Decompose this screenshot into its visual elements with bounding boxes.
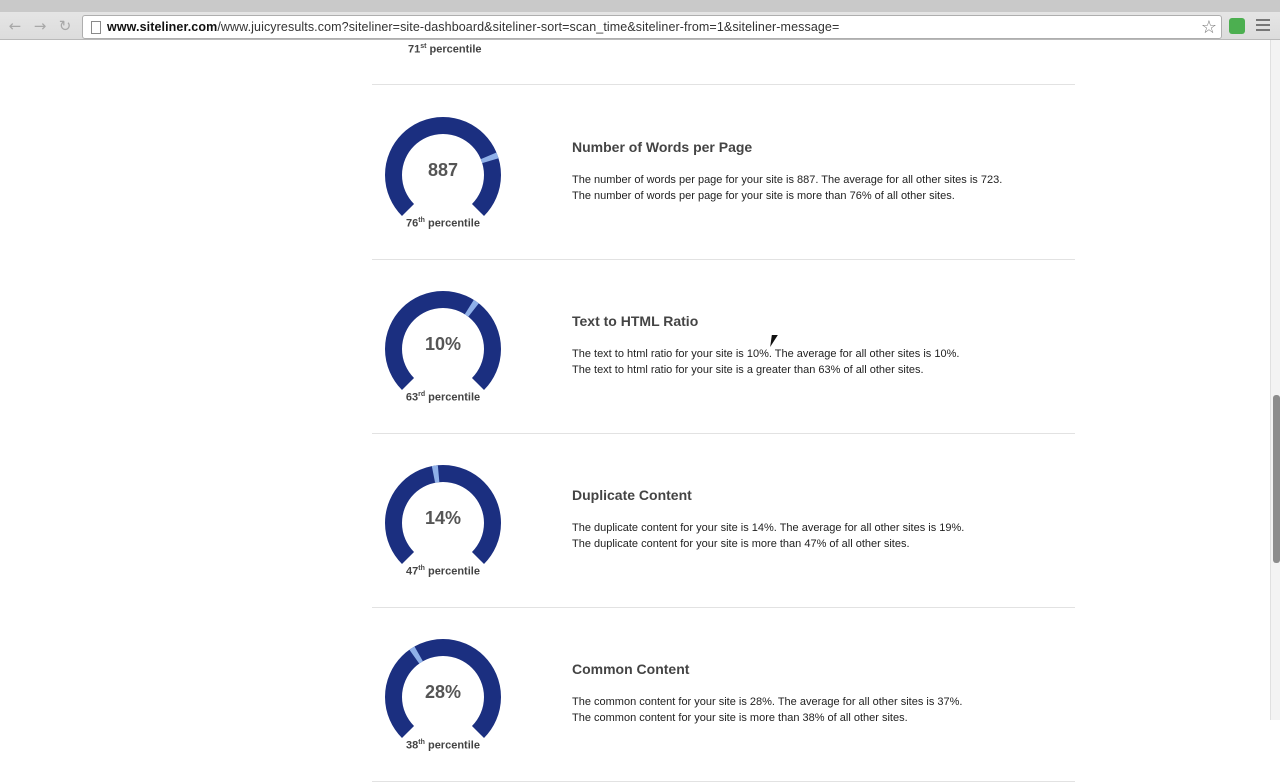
metric-comparison-text: The common content for your site is more than 38% of all other sites.: [572, 712, 908, 724]
back-arrow-icon[interactable]: ←: [8, 17, 22, 35]
gauge-value: 887: [427, 160, 459, 180]
percentile-word: percentile: [427, 217, 480, 230]
percentile-number: 63: [405, 391, 419, 404]
url-path: /www.juicyresults.com?siteliner=site-dashboard&siteliner-sort=scan_time&siteliner-from=1&siteliner-message=: [217, 20, 840, 34]
percentile-word: percentile: [427, 565, 480, 578]
metric-block: [372, 259, 1075, 433]
percentile-word: percentile: [427, 739, 480, 752]
reload-icon[interactable]: ↻: [58, 17, 72, 35]
tab-strip: [0, 0, 1280, 12]
previous-percentile: [408, 43, 482, 56]
metric-average-text: The number of words per page for your site is 887. The average for all other sites is 723.: [572, 174, 1003, 186]
metric-block: [372, 607, 1075, 781]
percentile-label: [384, 739, 502, 752]
percentile-label: percentile: [429, 43, 482, 56]
bookmark-star-icon[interactable]: ☆: [1200, 17, 1217, 38]
percentile-number: 76: [406, 217, 419, 230]
metric-block: [372, 85, 1075, 259]
page-icon: [91, 21, 101, 34]
metric-average-text: The text to html ratio for your site is 10%. The average for all other sites is 10%.: [572, 348, 960, 360]
metric-title: Number of Words per Page: [572, 139, 753, 155]
percentile-gauge: [384, 115, 502, 219]
address-bar[interactable]: [82, 15, 1222, 39]
forward-arrow-icon[interactable]: →: [33, 17, 47, 35]
percentile-gauge: [384, 289, 502, 393]
url-host: www.siteliner.com: [107, 20, 218, 34]
metric-block: [372, 433, 1075, 607]
gauge-marker: [414, 654, 418, 657]
metric-comparison-text: The number of words per page for your site is more than 76% of all other sites.: [572, 190, 955, 202]
metric-title: Common Content: [572, 661, 690, 677]
percentile-label: [384, 391, 502, 404]
gauge-value: 10%: [424, 334, 462, 354]
extension-icon[interactable]: [1229, 18, 1245, 34]
menu-icon[interactable]: [1256, 19, 1270, 31]
scrollbar[interactable]: [1270, 40, 1280, 720]
url-text[interactable]: [107, 20, 839, 34]
metric-title: Text to HTML Ratio: [572, 313, 699, 329]
gauge-marker: [433, 474, 438, 475]
percentile-suffix: th: [418, 565, 425, 572]
metric-title: Duplicate Content: [572, 487, 692, 503]
percentile-number: 47: [406, 565, 419, 578]
metric-comparison-text: The duplicate content for your site is more than 47% of all other sites.: [572, 538, 910, 550]
gauge-value: 14%: [424, 508, 462, 528]
percentile-gauge: [384, 637, 502, 741]
percentile-label: [384, 217, 502, 230]
percentile-word: percentile: [428, 391, 481, 404]
percentile-suffix: rd: [418, 391, 426, 398]
metric-comparison-text: The text to html ratio for your site is a greater than 63% of all other sites.: [572, 364, 924, 376]
percentile-suffix: th: [418, 739, 425, 746]
gauge-marker: [469, 307, 473, 310]
browser-toolbar: [0, 0, 1280, 40]
percentile-number: 38: [406, 739, 419, 752]
gauge-value: 28%: [424, 682, 462, 702]
metric-average-text: The common content for your site is 28%. The average for all other sites is 37%.: [572, 696, 963, 708]
percentile-suffix: th: [418, 217, 425, 224]
scrollbar-thumb[interactable]: [1273, 395, 1280, 563]
percentile-suffix: st: [420, 43, 427, 50]
percentile-gauge: [384, 463, 502, 567]
metric-average-text: The duplicate content for your site is 14%. The average for all other sites is 19%.: [572, 522, 965, 534]
percentile-number: 71: [408, 43, 421, 56]
percentile-label: [384, 565, 502, 578]
